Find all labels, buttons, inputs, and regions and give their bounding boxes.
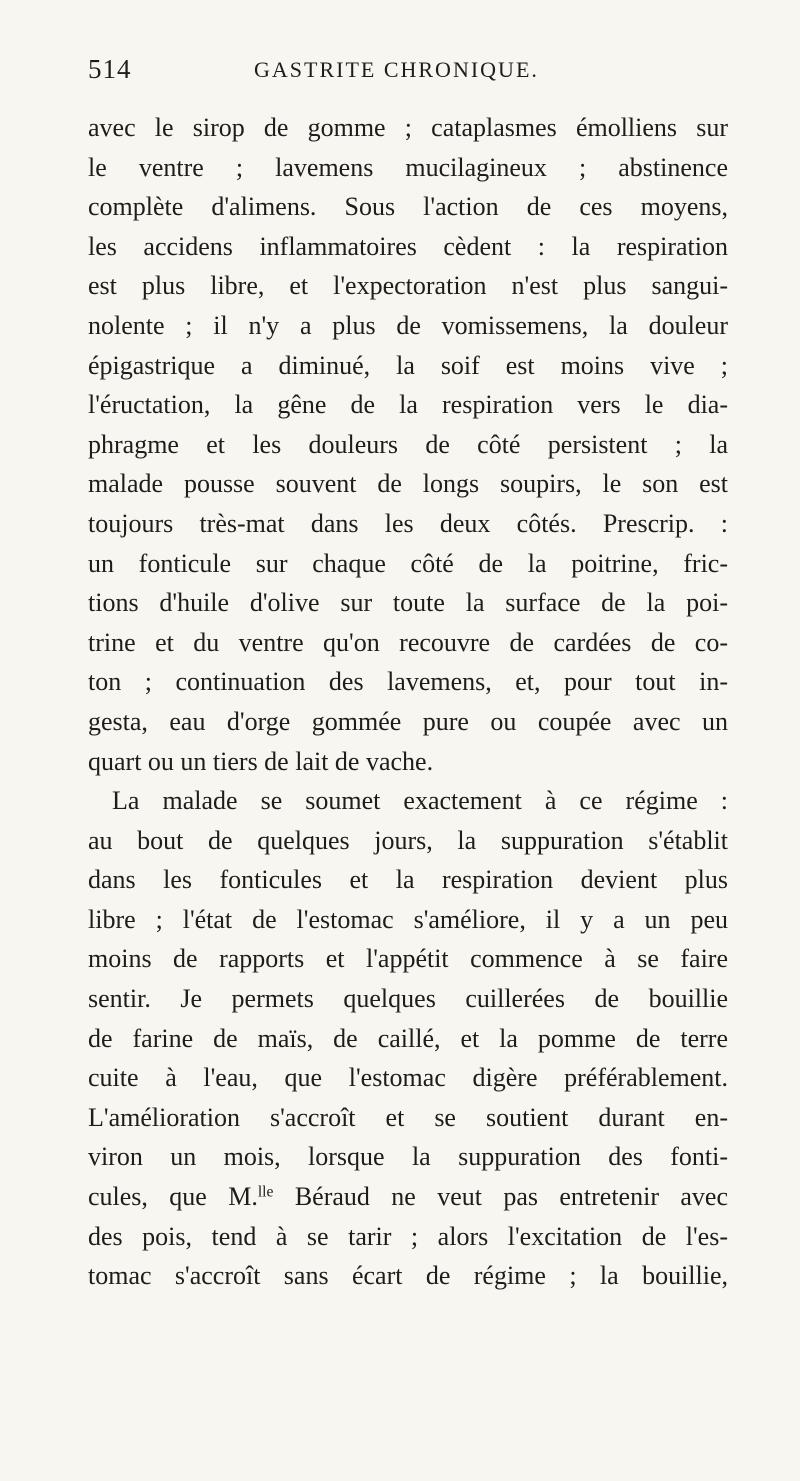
page-number: 514 [88, 54, 132, 84]
text-line: l'éructation, la gêne de la respiration vers le dia- [88, 390, 728, 420]
text-line: moins de rapports et l'appétit commence à se faire [88, 944, 728, 974]
text-line: malade pousse souvent de longs soupirs, le son est [88, 469, 728, 499]
text-line: épigastrique a diminué, la soif est moins vive ; [88, 350, 728, 380]
text-line: au bout de quelques jours, la suppuration s'établit [88, 825, 728, 855]
superscript-abbreviation: lle [257, 1183, 274, 1201]
body-text [88, 108, 728, 1296]
text-line: les accidens inflammatoires cèdent : la respiration [88, 231, 728, 261]
text-line: tions d'huile d'olive sur toute la surface de la poi- [88, 588, 728, 618]
text-line: tomac s'accroît sans écart de régime ; la bouillie, [88, 1261, 728, 1291]
text-line: trine et du ventre qu'on recouvre de cardées de co- [88, 627, 728, 657]
text-fragment: cules, que M. [88, 1182, 258, 1212]
running-head [88, 54, 728, 94]
text-line: libre ; l'état de l'estomac s'améliore, il y a un peu [88, 904, 728, 934]
text-line: gesta, eau d'orge gommée pure ou coupée avec un [88, 706, 728, 736]
text-line: est plus libre, et l'expectoration n'est plus sangui- [88, 271, 728, 301]
text-line: de farine de maïs, de caillé, et la pomme de terre [88, 1023, 728, 1053]
text-line: des pois, tend à se tarir ; alors l'excitation de l'es- [88, 1221, 728, 1251]
text-line: L'amélioration s'accroît et se soutient durant en- [88, 1102, 728, 1132]
text-line: sentir. Je permets quelques cuillerées de bouillie [88, 984, 728, 1014]
text-line: cuite à l'eau, que l'estomac digère préférablement. [88, 1063, 728, 1093]
running-title: GASTRITE CHRONIQUE. [254, 57, 539, 82]
text-line: avec le sirop de gomme ; cataplasmes émolliens sur [88, 113, 728, 142]
text-line [88, 1177, 728, 1217]
text-line: toujours très-mat dans les deux côtés. Prescrip. : [88, 508, 728, 538]
text-fragment: Béraud ne veut pas entretenir avec [273, 1182, 728, 1212]
text-line: le ventre ; lavemens mucilagineux ; abstinence [88, 152, 728, 182]
text-line: un fonticule sur chaque côté de la poitrine, fric- [88, 548, 728, 578]
text-line: quart ou un tiers de lait de vache. [88, 746, 434, 776]
paragraph-start-line: La malade se soumet exactement à ce régime : [112, 786, 728, 816]
text-line: phragme et les douleurs de côté persistent ; la [88, 429, 728, 459]
text-line: dans les fonticules et la respiration devient plus [88, 865, 728, 895]
text-line: viron un mois, lorsque la suppuration des fonti- [88, 1142, 728, 1172]
text-line: ton ; continuation des lavemens, et, pour tout in- [88, 667, 728, 697]
text-line: complète d'alimens. Sous l'action de ces moyens, [88, 192, 728, 222]
text-line: nolente ; il n'y a plus de vomissemens, la douleur [88, 310, 728, 340]
